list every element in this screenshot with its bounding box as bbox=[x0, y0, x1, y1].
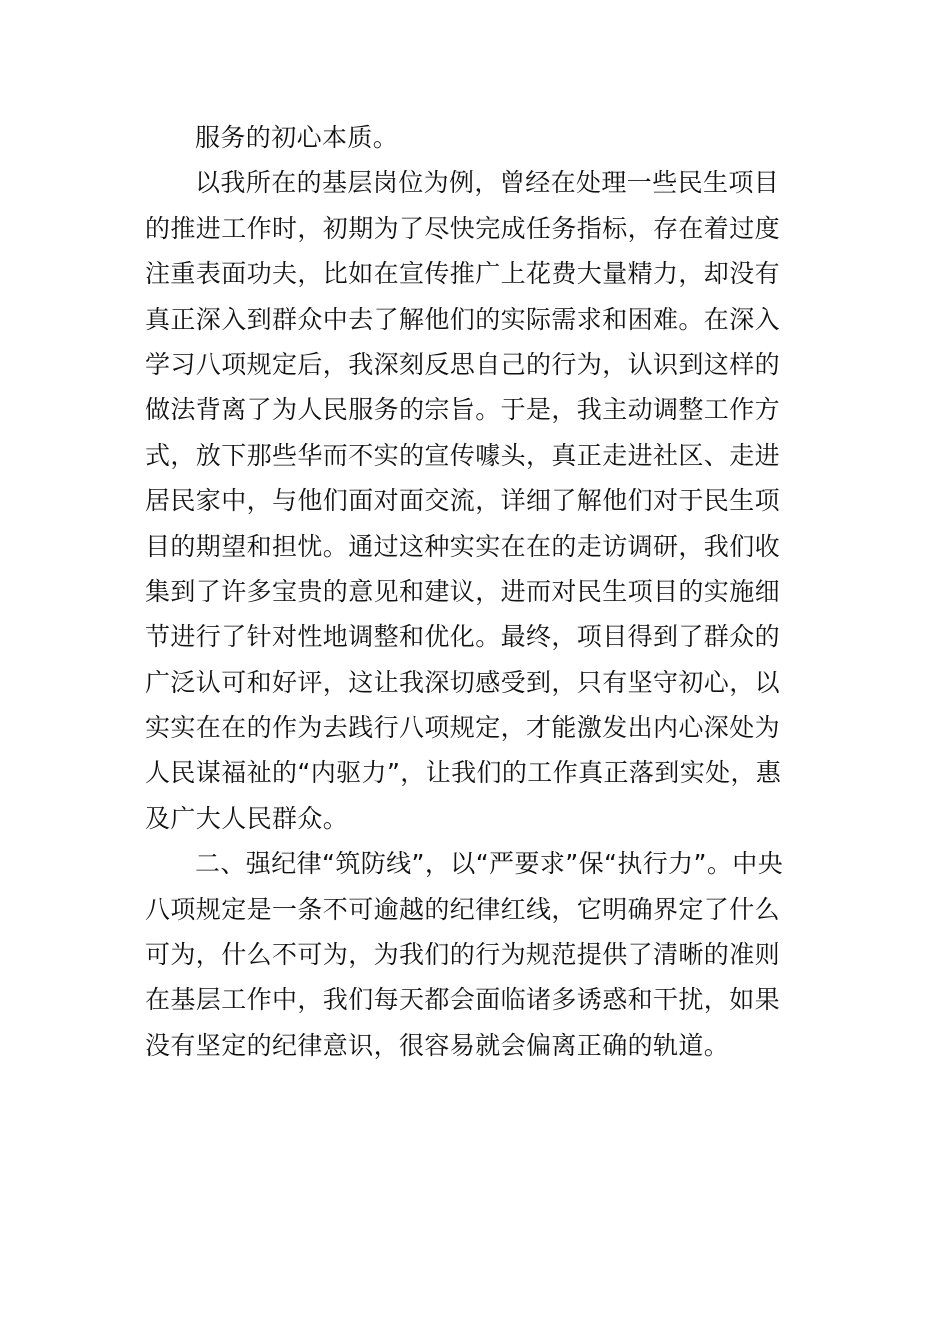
text-line: 二、强纪律“筑防线”，以“严要求”保“执行力”。中央 bbox=[195, 849, 784, 879]
text-line: 注重表面功夫，比如在宣传推广上花费大量精力，却没有 bbox=[145, 259, 781, 289]
text-line: 及广大人民群众。 bbox=[145, 803, 349, 833]
text-line: 服务的初心本质。 bbox=[195, 123, 399, 152]
text-line: 可为，什么不可为，为我们的行为规范提供了清晰的准则 bbox=[145, 940, 781, 970]
text-line: 人民谋福祉的“内驱力”，让我们的工作真正落到实处，惠 bbox=[145, 758, 782, 788]
text-line: 居民家中，与他们面对面交流，详细了解他们对于民生项 bbox=[145, 486, 781, 516]
text-line: 学习八项规定后，我深刻反思自己的行为，认识到这样的 bbox=[145, 349, 781, 379]
text-line: 节进行了针对性地调整和优化。最终，项目得到了群众的 bbox=[145, 622, 781, 652]
body-text bbox=[145, 115, 810, 1068]
text-line: 式，放下那些华而不实的宣传噱头，真正走进社区、走进 bbox=[145, 440, 781, 470]
text-line: 集到了许多宝贵的意见和建议，进而对民生项目的实施细 bbox=[145, 576, 781, 606]
text-line: 八项规定是一条不可逾越的纪律红线，它明确界定了什么 bbox=[145, 894, 781, 924]
text-line: 以我所在的基层岗位为例，曾经在处理一些民生项目 bbox=[195, 168, 780, 198]
text-line: 没有坚定的纪律意识，很容易就会偏离正确的轨道。 bbox=[145, 1030, 730, 1060]
text-line: 的推进工作时，初期为了尽快完成任务指标，存在着过度 bbox=[145, 213, 781, 243]
text-line: 做法背离了为人民服务的宗旨。于是，我主动调整工作方 bbox=[145, 395, 781, 425]
text-line: 目的期望和担忧。通过这种实实在在的走访调研，我们收 bbox=[145, 531, 781, 561]
text-line: 广泛认可和好评，这让我深切感受到，只有坚守初心，以 bbox=[145, 667, 781, 697]
text-line: 真正深入到群众中去了解他们的实际需求和困难。在深入 bbox=[145, 304, 781, 334]
text-line: 实实在在的作为去践行八项规定，才能激发出内心深处为 bbox=[145, 713, 781, 743]
text-line: 在基层工作中，我们每天都会面临诸多诱惑和干扰，如果 bbox=[145, 985, 781, 1015]
